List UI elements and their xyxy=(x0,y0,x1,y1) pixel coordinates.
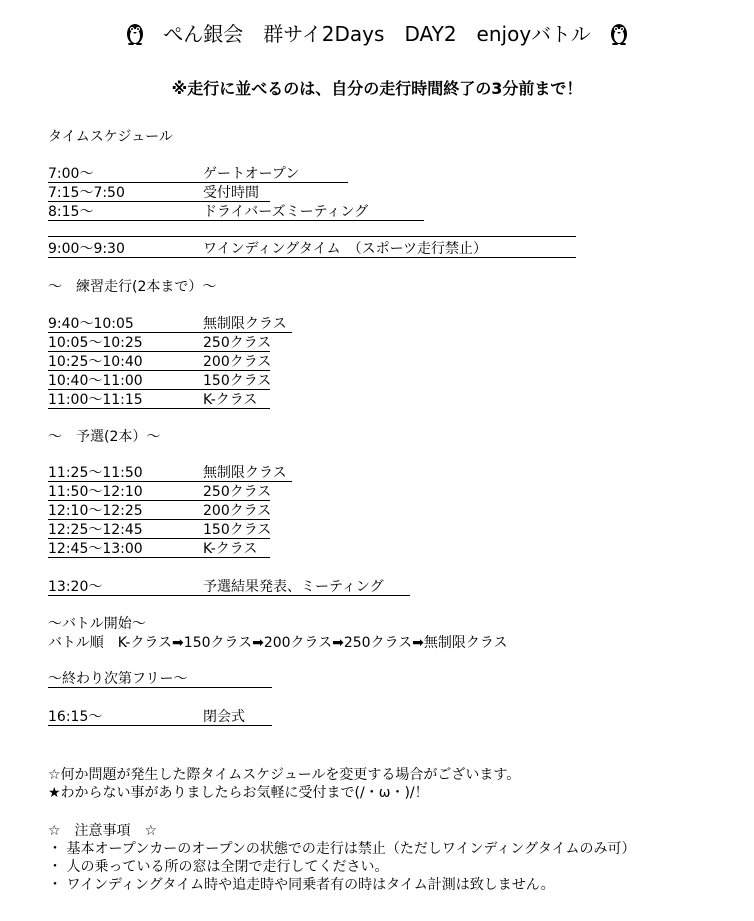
row-time: 12:10～12:25 xyxy=(48,503,143,519)
title-text: ぺん銀会 群サイ2Days DAY2 enjoyバトル xyxy=(163,22,591,46)
schedule-row xyxy=(48,389,270,409)
row-time: 11:00～11:15 xyxy=(48,392,143,408)
row-event: 250クラス xyxy=(203,484,272,500)
row-event: ドライバーズミーティング xyxy=(203,204,369,220)
penguin-icon xyxy=(609,21,629,45)
page-title xyxy=(0,18,754,47)
schedule-row xyxy=(48,462,292,482)
row-event: 200クラス xyxy=(203,503,272,519)
schedule-row xyxy=(48,332,270,352)
row-event: 無制限クラス xyxy=(203,316,287,332)
free-run-line xyxy=(48,668,272,688)
row-time: 7:15～7:50 xyxy=(48,185,125,201)
row-time: 9:40～10:05 xyxy=(48,316,134,332)
row-time: 9:00～9:30 xyxy=(48,241,125,257)
caution-heading: ☆ 注意事項 ☆ xyxy=(48,823,158,839)
row-event: 150クラス xyxy=(203,373,272,389)
row-time: 10:25～10:40 xyxy=(48,354,143,370)
caution-item: ・ ワインディングタイム時や追走時や同乗者有の時はタイム計測は致しません。 xyxy=(48,877,555,893)
schedule-row xyxy=(48,163,348,183)
row-time: 12:45～13:00 xyxy=(48,541,143,557)
schedule-row xyxy=(48,201,424,221)
schedule-row xyxy=(48,519,270,539)
row-event: 250クラス xyxy=(203,335,272,351)
row-time: 12:25～12:45 xyxy=(48,522,143,538)
free-run-text: ～終わり次第フリー～ xyxy=(48,671,188,687)
practice-heading: ～ 練習走行(2本まで）～ xyxy=(48,279,217,295)
row-time: 11:50～12:10 xyxy=(48,484,143,500)
row-event: 受付時間 xyxy=(203,185,259,201)
row-event: ゲートオープン xyxy=(203,166,300,182)
row-event: 無制限クラス xyxy=(203,465,287,481)
row-time: 16:15～ xyxy=(48,709,103,725)
row-time: 8:15～ xyxy=(48,204,94,220)
row-event: K-クラス xyxy=(203,541,258,557)
qualify-heading: ～ 予選(2本）～ xyxy=(48,429,161,445)
schedule-row xyxy=(48,313,292,333)
schedule-row xyxy=(48,538,270,558)
row-time: 13:20～ xyxy=(48,579,103,595)
caution-item: ・ 人の乗っている所の窓は全閉で走行してください。 xyxy=(48,859,389,875)
caution-item: ・ 基本オープンカーのオープンの状態での走行は禁止（ただしワインディングタイムのみ可） xyxy=(48,841,636,857)
row-time: 10:40～11:00 xyxy=(48,373,143,389)
schedule-row-winding xyxy=(48,236,576,258)
row-event: 200クラス xyxy=(203,354,272,370)
schedule-row xyxy=(48,481,270,501)
schedule-row xyxy=(48,706,272,726)
note-line: ★わからない事がありましたらお気軽に受付まで(/・ω・)/！ xyxy=(48,785,429,801)
row-event: ワインディングタイム （スポーツ走行禁止） xyxy=(203,241,488,257)
schedule-heading: タイムスケジュール xyxy=(48,129,173,145)
penguin-icon xyxy=(125,21,145,45)
row-time: 10:05～10:25 xyxy=(48,335,143,351)
note-line: ☆何か問題が発生した際タイムスケジュールを変更する場合がございます。 xyxy=(48,767,521,783)
schedule-row xyxy=(48,182,270,202)
battle-order: バトル順 K-クラス➡150クラス➡200クラス➡250クラス➡無制限クラス xyxy=(48,635,508,651)
schedule-row xyxy=(48,500,270,520)
row-time: 11:25～11:50 xyxy=(48,465,143,481)
battle-heading: ～バトル開始～ xyxy=(48,616,146,632)
schedule-row xyxy=(48,351,270,371)
row-event: 閉会式 xyxy=(203,709,245,725)
row-event: 150クラス xyxy=(203,522,272,538)
row-event: K-クラス xyxy=(203,392,258,408)
schedule-row xyxy=(48,576,410,596)
row-time: 7:00～ xyxy=(48,166,94,182)
notice-text: ※走行に並べるのは、自分の走行時間終了の3分前まで！ xyxy=(171,79,583,98)
row-event: 予選結果発表、ミーティング xyxy=(203,579,384,595)
schedule-row xyxy=(48,370,270,390)
